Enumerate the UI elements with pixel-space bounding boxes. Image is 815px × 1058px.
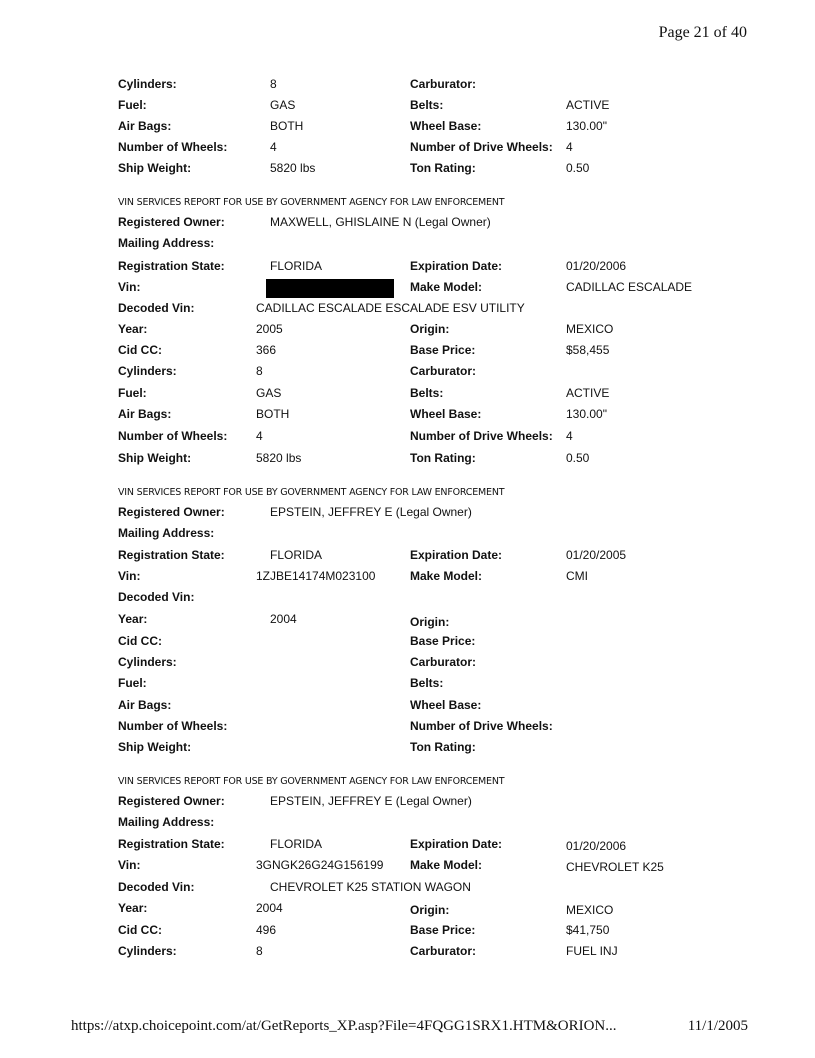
record-row (118, 74, 758, 95)
registered-owner: EPSTEIN, JEFFREY E (Legal Owner) (270, 794, 472, 808)
label: Make Model: (410, 569, 483, 583)
label: Year: (118, 322, 148, 336)
label: Base Price: (410, 343, 476, 357)
record-row (118, 812, 758, 833)
label: Number of Drive Wheels: (410, 429, 553, 443)
record-row (118, 877, 758, 898)
record-row (118, 137, 758, 158)
value: $41,750 (566, 923, 610, 937)
record-row (118, 404, 758, 425)
label: Cylinders: (118, 655, 177, 669)
value: FLORIDA (270, 548, 323, 562)
label: Cylinders: (118, 944, 177, 958)
value: ACTIVE (566, 386, 610, 400)
value: ACTIVE (566, 98, 610, 112)
label: Mailing Address: (118, 236, 215, 250)
record-row (118, 448, 758, 469)
label: Number of Wheels: (118, 719, 228, 733)
record-row (118, 256, 758, 277)
value: 4 (270, 140, 277, 154)
label: Year: (118, 901, 148, 915)
label: Ship Weight: (118, 161, 192, 175)
value: CADILLAC ESCALADE ESCALADE ESV UTILITY (256, 301, 525, 315)
label: Fuel: (118, 98, 147, 112)
value: 0.50 (566, 161, 590, 175)
record-row (118, 319, 758, 340)
record-row (118, 716, 758, 737)
value: FUEL INJ (566, 944, 618, 958)
label: Decoded Vin: (118, 880, 195, 894)
label: Carburator: (410, 364, 477, 378)
label: Air Bags: (118, 119, 172, 133)
value: 8 (270, 77, 277, 91)
label: Wheel Base: (410, 119, 482, 133)
label: Registered Owner: (118, 505, 225, 519)
label: Ship Weight: (118, 740, 192, 754)
label: Make Model: (410, 858, 483, 872)
label: Base Price: (410, 634, 476, 648)
value: MEXICO (566, 322, 614, 336)
record-row (118, 383, 758, 404)
value: 8 (256, 364, 263, 378)
value: GAS (256, 386, 282, 400)
label: Wheel Base: (410, 407, 482, 421)
record-row (118, 277, 758, 298)
label: Base Price: (410, 923, 476, 937)
value: GAS (270, 98, 296, 112)
record-row (118, 233, 758, 254)
value: MEXICO (566, 903, 614, 917)
label: Ship Weight: (118, 451, 192, 465)
label: Number of Drive Wheels: (410, 719, 553, 733)
label: Mailing Address: (118, 526, 215, 540)
value: CADILLAC ESCALADE (566, 280, 693, 294)
record-row (118, 116, 758, 137)
value: CHEVROLET K25 STATION WAGON (270, 880, 471, 894)
value: 0.50 (566, 451, 590, 465)
registered-owner: MAXWELL, GHISLAINE N (Legal Owner) (270, 215, 491, 229)
record-row (118, 898, 758, 919)
label: Ton Rating: (410, 161, 476, 175)
label: Vin: (118, 280, 141, 294)
record-row (118, 673, 758, 694)
value: BOTH (256, 407, 290, 421)
label: Cylinders: (118, 364, 177, 378)
value: $58,455 (566, 343, 610, 357)
label: Number of Wheels: (118, 429, 228, 443)
record-row (118, 920, 758, 941)
value: CHEVROLET K25 (566, 860, 664, 874)
record-row (118, 340, 758, 361)
label: Cid CC: (118, 634, 162, 648)
value: FLORIDA (270, 259, 323, 273)
record-row (118, 212, 758, 233)
label: Registered Owner: (118, 794, 225, 808)
label: Expiration Date: (410, 548, 503, 562)
label: Registration State: (118, 837, 225, 851)
label: Origin: (410, 903, 450, 917)
value: 01/20/2006 (566, 839, 627, 853)
record-row (118, 791, 758, 812)
label: Expiration Date: (410, 259, 503, 273)
footer-date: 11/1/2005 (687, 1018, 748, 1034)
value: 1ZJBE14174M023100 (256, 569, 376, 583)
record-row (118, 361, 758, 382)
value: 366 (256, 343, 277, 357)
record-row (118, 609, 758, 630)
label: Origin: (410, 615, 450, 629)
label: Air Bags: (118, 407, 172, 421)
record-row (118, 95, 758, 116)
footer-url: https://atxp.choicepoint.com/at/GetReports_XP.asp?File=4FQGG1SRX1.HTM&ORION... (71, 1018, 617, 1034)
page-number: Page 21 of 40 (658, 24, 747, 41)
value: 130.00" (566, 119, 607, 133)
value: 4 (566, 429, 573, 443)
redaction-box (266, 279, 394, 298)
record-row (118, 298, 758, 319)
label: Make Model: (410, 280, 483, 294)
value: CMI (566, 569, 588, 583)
report-banner: VIN SERVICES REPORT FOR USE BY GOVERNMENT AGENCY FOR LAW ENFORCEMENT (118, 197, 505, 208)
label: Cid CC: (118, 923, 162, 937)
record-row (118, 695, 758, 716)
label: Expiration Date: (410, 837, 503, 851)
record-row (118, 566, 758, 587)
label: Ton Rating: (410, 740, 476, 754)
label: Cid CC: (118, 343, 162, 357)
label: Belts: (410, 676, 444, 690)
label: Vin: (118, 858, 141, 872)
label: Wheel Base: (410, 698, 482, 712)
value: 5820 lbs (256, 451, 302, 465)
value: BOTH (270, 119, 304, 133)
value: 01/20/2005 (566, 548, 627, 562)
record-row (118, 426, 758, 447)
value: 8 (256, 944, 263, 958)
record-row (118, 737, 758, 758)
label: Mailing Address: (118, 815, 215, 829)
report-banner: VIN SERVICES REPORT FOR USE BY GOVERNMENT AGENCY FOR LAW ENFORCEMENT (118, 487, 505, 498)
label: Carburator: (410, 77, 477, 91)
record-row (118, 941, 758, 962)
label: Air Bags: (118, 698, 172, 712)
label: Ton Rating: (410, 451, 476, 465)
value: 496 (256, 923, 277, 937)
record-row (118, 631, 758, 652)
record-row (118, 834, 758, 855)
label: Registered Owner: (118, 215, 225, 229)
value: 01/20/2006 (566, 259, 627, 273)
label: Decoded Vin: (118, 590, 195, 604)
value: 130.00" (566, 407, 607, 421)
value: 4 (256, 429, 263, 443)
value: 2004 (256, 901, 283, 915)
value: 5820 lbs (270, 161, 316, 175)
record-row (118, 587, 758, 608)
label: Registration State: (118, 548, 225, 562)
record-row (118, 502, 758, 523)
label: Carburator: (410, 655, 477, 669)
label: Number of Drive Wheels: (410, 140, 553, 154)
label: Carburator: (410, 944, 477, 958)
label: Year: (118, 612, 148, 626)
record-row (118, 855, 758, 876)
label: Fuel: (118, 676, 147, 690)
label: Cylinders: (118, 77, 177, 91)
label: Registration State: (118, 259, 225, 273)
record-row (118, 652, 758, 673)
value: 4 (566, 140, 573, 154)
report-banner: VIN SERVICES REPORT FOR USE BY GOVERNMENT AGENCY FOR LAW ENFORCEMENT (118, 776, 505, 787)
label: Vin: (118, 569, 141, 583)
label: Belts: (410, 98, 444, 112)
label: Belts: (410, 386, 444, 400)
record-row (118, 523, 758, 544)
record-row (118, 545, 758, 566)
label: Origin: (410, 322, 450, 336)
registered-owner: EPSTEIN, JEFFREY E (Legal Owner) (270, 505, 472, 519)
label: Number of Wheels: (118, 140, 228, 154)
value: 2005 (256, 322, 283, 336)
value: 3GNGK26G24G156199 (256, 858, 384, 872)
record-row (118, 158, 758, 179)
label: Decoded Vin: (118, 301, 195, 315)
label: Fuel: (118, 386, 147, 400)
value: FLORIDA (270, 837, 323, 851)
value: 2004 (270, 612, 297, 626)
